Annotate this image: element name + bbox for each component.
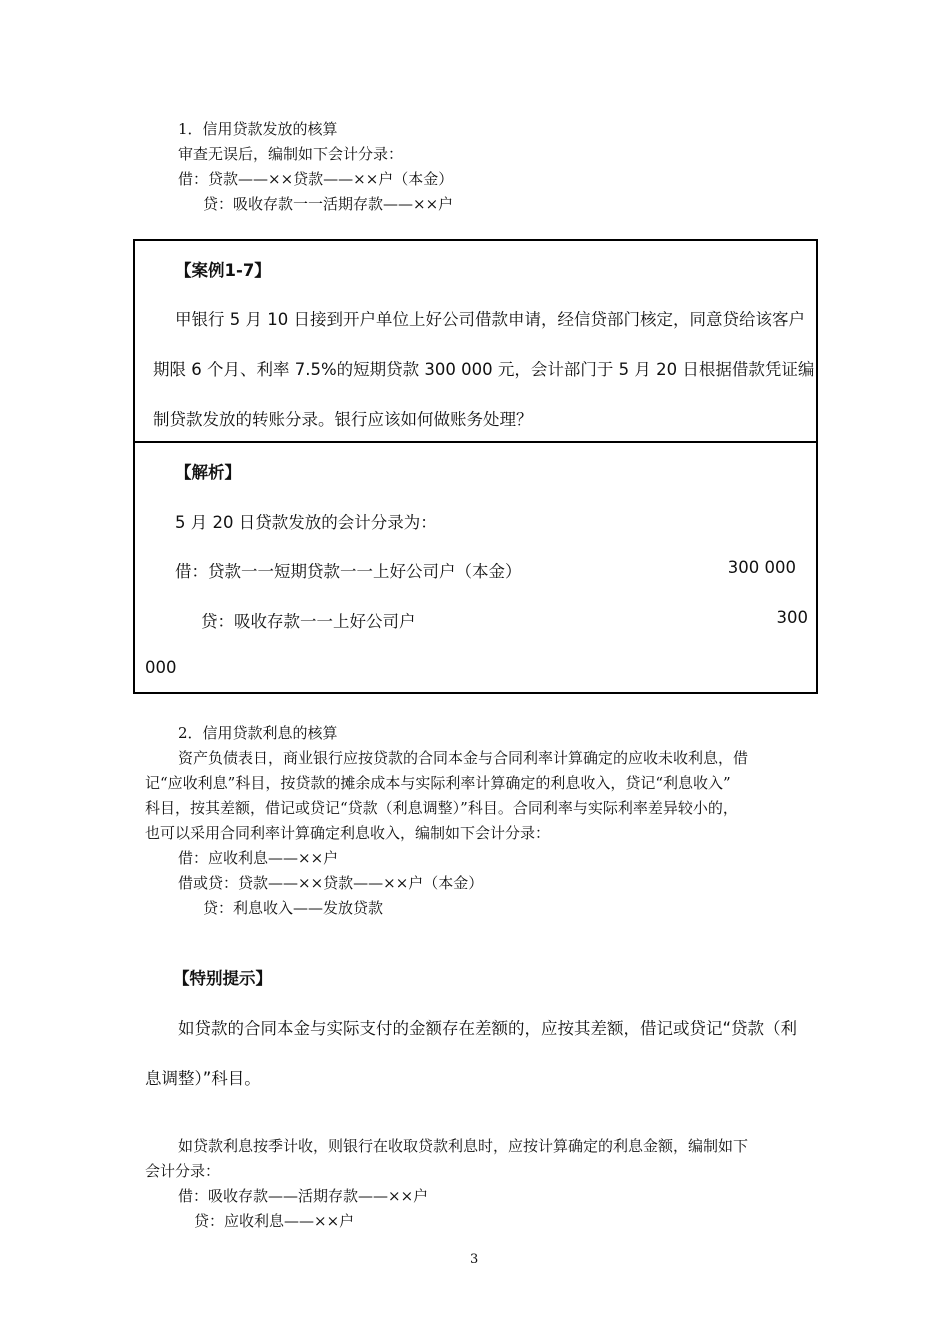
analysis-credit-amount-part2: 000 [145,658,177,677]
case-text-line-1: 甲银行 5 月 10 日接到开户单位上好公司借款申请，经信贷部门核定，同意贷给该客户 [175,310,805,329]
tip-text-line-1: 如贷款的合同本金与实际支付的金额存在差额的，应按其差额，借记或贷记“贷款（利 [178,1019,798,1038]
analysis-credit-amount-part1: 300 [776,608,808,627]
section1-debit-entry: 借：贷款——××贷款——××户（本金） [178,170,454,188]
case-text-line-2: 期限 6 个月、利率 7.5%的短期贷款 300 000 元，会计部门于 5 月 20 日根据借款凭证编 [153,360,815,379]
section2-para-line-1: 资产负债表日，商业银行应按贷款的合同本金与合同利率计算确定的应收未收利息，借 [178,749,749,767]
analysis-credit-entry: 贷：吸收存款一一上好公司户 [201,612,416,631]
section2-entry-1: 借：应收利息——××户 [178,849,339,867]
tip-text-line-2: 息调整）”科目。 [145,1069,261,1088]
section3-debit-entry: 借：吸收存款——活期存款——××户 [178,1187,429,1205]
section2-heading: 2．信用贷款利息的核算 [178,724,338,742]
analysis-debit-entry: 借：贷款一一短期贷款一一上好公司户（本金） [175,562,522,581]
case-text-line-3: 制贷款发放的转账分录。银行应该如何做账务处理？ [153,410,533,429]
analysis-box [133,441,818,694]
analysis-title: 【解析】 [175,463,241,482]
section1-credit-entry: 贷：吸收存款一一活期存款——××户 [203,195,454,213]
analysis-debit-amount: 300 000 [727,558,796,577]
case-title: 【案例1-7】 [175,261,271,280]
section3-para-line-2: 会计分录： [145,1162,221,1180]
section2-entry-2: 借或贷：贷款——××贷款——××户（本金） [178,874,484,892]
section2-para-line-2: 记“应收利息”科目，按贷款的摊余成本与实际利率计算确定的利息收入，贷记“利息收入” [145,774,731,792]
section1-heading: 1．信用贷款发放的核算 [178,120,338,138]
section2-entry-3: 贷：利息收入——发放贷款 [203,899,384,917]
section3-credit-entry: 贷：应收利息——××户 [194,1212,355,1230]
page-number: 3 [470,1252,479,1267]
section2-para-line-4: 也可以采用合同利率计算确定利息收入，编制如下会计分录： [145,824,551,842]
analysis-intro: 5 月 20 日贷款发放的会计分录为： [175,513,437,532]
section2-para-line-3: 科目，按其差额，借记或贷记“贷款（利息调整）”科目。合同利率与实际利率差异较小的， [145,799,738,817]
section1-intro: 审查无误后，编制如下会计分录： [178,145,404,163]
tip-title: 【特别提示】 [173,969,272,988]
case-box [133,239,818,443]
section3-para-line-1: 如贷款利息按季计收，则银行在收取贷款利息时，应按计算确定的利息金额，编制如下 [178,1137,749,1155]
